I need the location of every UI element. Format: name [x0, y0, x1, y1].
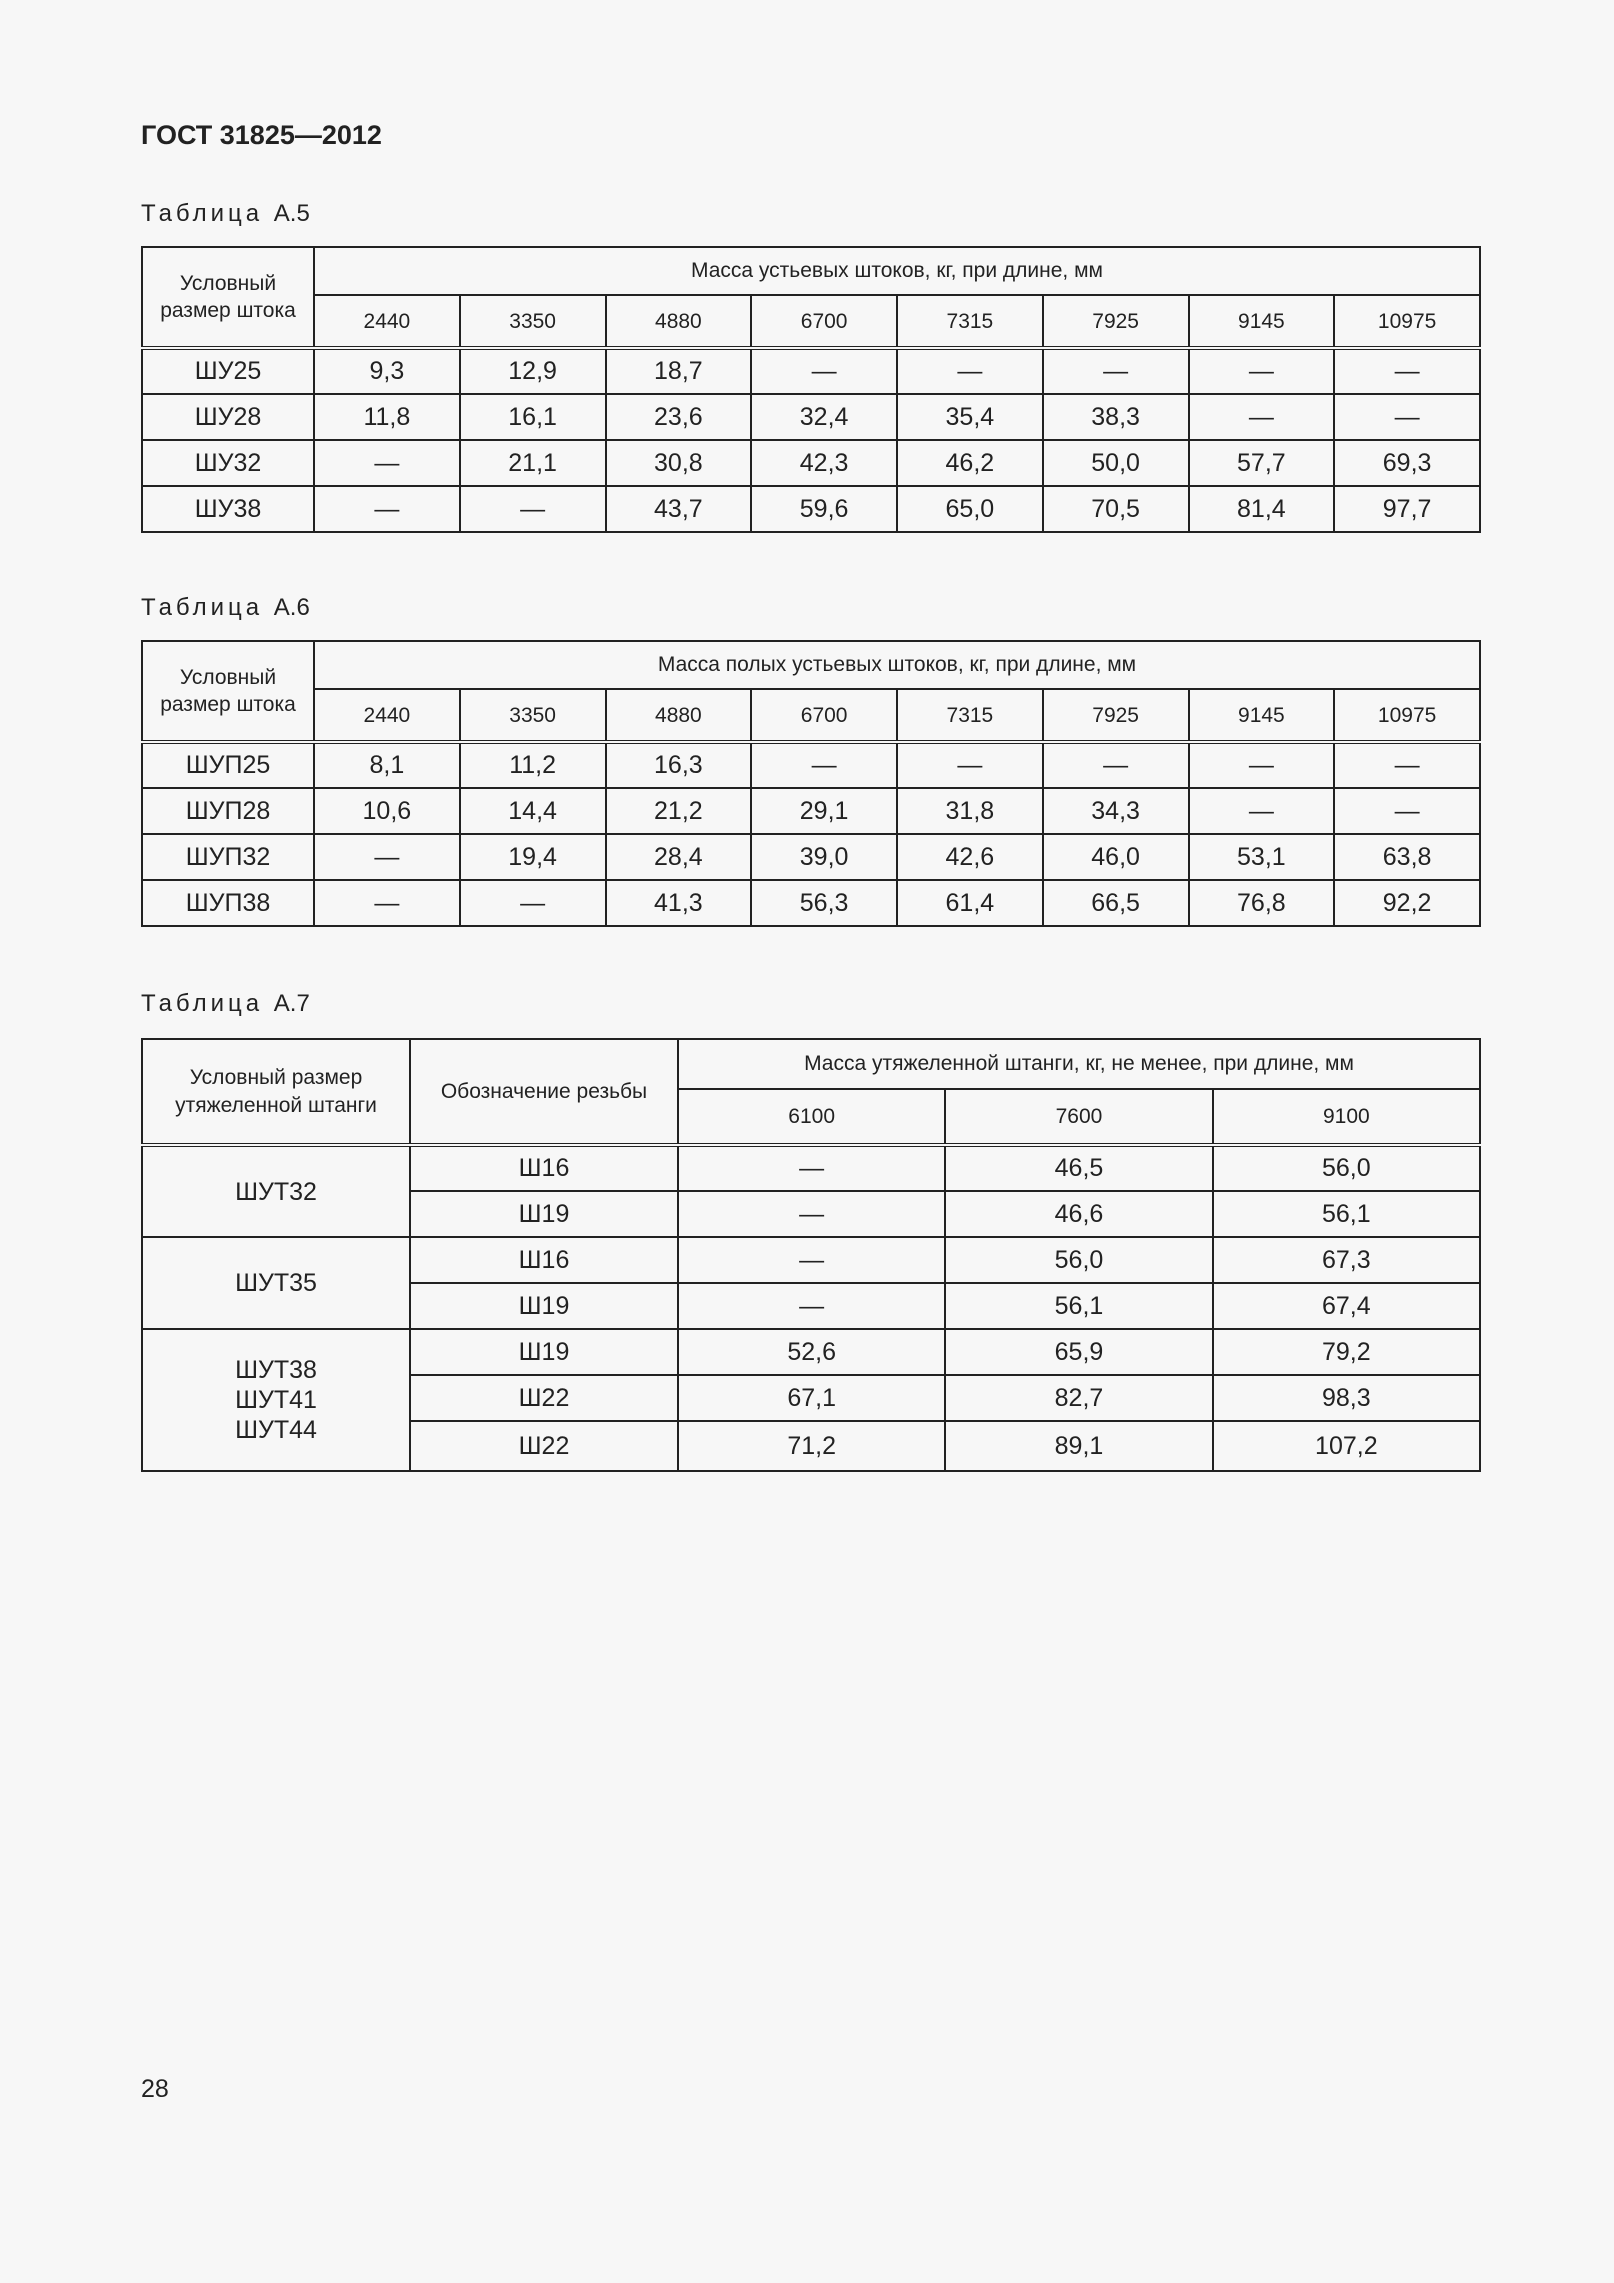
thread-cell: Ш19: [410, 1283, 678, 1329]
length-header: 6700: [751, 295, 897, 348]
length-header: 9145: [1189, 295, 1335, 348]
length-header: 7315: [897, 689, 1043, 742]
table-row: [142, 486, 1480, 532]
value-cell: —: [897, 742, 1043, 788]
value-cell: 92,2: [1334, 880, 1480, 926]
value-cell: 18,7: [606, 348, 752, 394]
size-name-cell: ШУТ35: [142, 1237, 410, 1329]
thread-cell: Ш19: [410, 1329, 678, 1375]
value-cell: 67,1: [678, 1375, 945, 1421]
value-cell: 66,5: [1043, 880, 1189, 926]
value-cell: 31,8: [897, 788, 1043, 834]
value-cell: 98,3: [1213, 1375, 1480, 1421]
value-cell: 11,2: [460, 742, 606, 788]
value-cell: —: [751, 348, 897, 394]
value-cell: 21,2: [606, 788, 752, 834]
value-cell: 79,2: [1213, 1329, 1480, 1375]
value-cell: 34,3: [1043, 788, 1189, 834]
caption-number: А.6: [273, 594, 310, 621]
value-cell: 11,8: [314, 394, 460, 440]
table-row: [142, 394, 1480, 440]
value-cell: 43,7: [606, 486, 752, 532]
value-cell: 82,7: [945, 1375, 1212, 1421]
value-cell: 46,0: [1043, 834, 1189, 880]
size-header: Условный размер утяжеленной штанги: [142, 1039, 410, 1145]
value-cell: —: [678, 1237, 945, 1283]
value-cell: 52,6: [678, 1329, 945, 1375]
value-cell: 70,5: [1043, 486, 1189, 532]
thread-cell: Ш16: [410, 1237, 678, 1283]
value-cell: —: [1189, 742, 1335, 788]
value-cell: 32,4: [751, 394, 897, 440]
value-cell: 81,4: [1189, 486, 1335, 532]
value-cell: 56,3: [751, 880, 897, 926]
length-header: 10975: [1334, 295, 1480, 348]
page-number: 28: [141, 2075, 169, 2103]
value-cell: 39,0: [751, 834, 897, 880]
value-cell: 28,4: [606, 834, 752, 880]
value-cell: 23,6: [606, 394, 752, 440]
length-header: 2440: [314, 689, 460, 742]
length-header: 10975: [1334, 689, 1480, 742]
length-header: 9100: [1213, 1089, 1480, 1145]
value-cell: —: [1334, 788, 1480, 834]
value-cell: —: [314, 834, 460, 880]
length-header: 7925: [1043, 295, 1189, 348]
caption-number: А.7: [273, 990, 310, 1017]
value-cell: 29,1: [751, 788, 897, 834]
caption-number: А.5: [273, 200, 310, 227]
value-cell: —: [1334, 394, 1480, 440]
value-cell: 41,3: [606, 880, 752, 926]
value-cell: —: [1334, 348, 1480, 394]
length-header: 7925: [1043, 689, 1189, 742]
value-cell: 89,1: [945, 1421, 1212, 1471]
row-name-cell: ШУП38: [142, 880, 314, 926]
length-header: 6100: [678, 1089, 945, 1145]
length-header: 4880: [606, 295, 752, 348]
value-cell: 56,1: [945, 1283, 1212, 1329]
value-cell: 69,3: [1334, 440, 1480, 486]
table-a5-caption: [141, 200, 310, 228]
row-name-cell: ШУП25: [142, 742, 314, 788]
value-cell: 97,7: [1334, 486, 1480, 532]
value-cell: 12,9: [460, 348, 606, 394]
caption-word: Таблица: [141, 594, 264, 621]
group-header: Масса полых устьевых штоков, кг, при длине, мм: [314, 641, 1480, 689]
value-cell: 56,1: [1213, 1191, 1480, 1237]
value-cell: 50,0: [1043, 440, 1189, 486]
value-cell: 16,3: [606, 742, 752, 788]
value-cell: —: [314, 440, 460, 486]
value-cell: 46,2: [897, 440, 1043, 486]
value-cell: 8,1: [314, 742, 460, 788]
value-cell: 35,4: [897, 394, 1043, 440]
value-cell: —: [1189, 348, 1335, 394]
thread-cell: Ш22: [410, 1421, 678, 1471]
row-header: Условный размер штока: [142, 641, 314, 742]
row-name-cell: ШУП28: [142, 788, 314, 834]
value-cell: —: [678, 1283, 945, 1329]
value-cell: —: [678, 1145, 945, 1191]
value-cell: —: [1189, 788, 1335, 834]
thread-cell: Ш16: [410, 1145, 678, 1191]
row-name-cell: ШУ25: [142, 348, 314, 394]
value-cell: 107,2: [1213, 1421, 1480, 1471]
table-row: [142, 834, 1480, 880]
value-cell: 21,1: [460, 440, 606, 486]
row-name-cell: ШУ28: [142, 394, 314, 440]
length-header: 4880: [606, 689, 752, 742]
table-row: [142, 742, 1480, 788]
thread-cell: Ш19: [410, 1191, 678, 1237]
length-header: 6700: [751, 689, 897, 742]
value-cell: 38,3: [1043, 394, 1189, 440]
value-cell: 65,9: [945, 1329, 1212, 1375]
table-row: [142, 788, 1480, 834]
size-name-cell: ШУТ32: [142, 1145, 410, 1237]
value-cell: 46,6: [945, 1191, 1212, 1237]
value-cell: 56,0: [945, 1237, 1212, 1283]
table-a6-caption: [141, 594, 310, 622]
table-row: [142, 1329, 1480, 1375]
value-cell: 19,4: [460, 834, 606, 880]
table-a6: [141, 640, 1481, 927]
value-cell: —: [314, 880, 460, 926]
table-a7: [141, 1038, 1481, 1472]
thread-header: Обозначение резьбы: [410, 1039, 678, 1145]
value-cell: 67,4: [1213, 1283, 1480, 1329]
value-cell: —: [678, 1191, 945, 1237]
caption-word: Таблица: [141, 990, 264, 1017]
caption-word: Таблица: [141, 200, 264, 227]
value-cell: 14,4: [460, 788, 606, 834]
value-cell: —: [897, 348, 1043, 394]
length-header: 7600: [945, 1089, 1212, 1145]
value-cell: —: [314, 486, 460, 532]
length-header: 7315: [897, 295, 1043, 348]
row-header: Условный размер штока: [142, 247, 314, 348]
value-cell: 67,3: [1213, 1237, 1480, 1283]
value-cell: —: [460, 486, 606, 532]
value-cell: —: [1334, 742, 1480, 788]
value-cell: —: [460, 880, 606, 926]
length-header: 3350: [460, 689, 606, 742]
document-header: ГОСТ 31825—2012: [141, 120, 382, 150]
table-a5: [141, 246, 1481, 533]
table-row: [142, 1145, 1480, 1191]
value-cell: 57,7: [1189, 440, 1335, 486]
row-name-cell: ШУ38: [142, 486, 314, 532]
value-cell: —: [1043, 742, 1189, 788]
length-header: 2440: [314, 295, 460, 348]
group-header: Масса устьевых штоков, кг, при длине, мм: [314, 247, 1480, 295]
length-header: 3350: [460, 295, 606, 348]
value-cell: 10,6: [314, 788, 460, 834]
group-header: Масса утяжеленной штанги, кг, не менее, при длине, мм: [678, 1039, 1480, 1089]
value-cell: 71,2: [678, 1421, 945, 1471]
length-header: 9145: [1189, 689, 1335, 742]
value-cell: 42,6: [897, 834, 1043, 880]
size-name-cell: ШУТ38 ШУТ41 ШУТ44: [142, 1329, 410, 1471]
value-cell: 42,3: [751, 440, 897, 486]
value-cell: 16,1: [460, 394, 606, 440]
table-row: [142, 440, 1480, 486]
table-row: [142, 880, 1480, 926]
value-cell: 53,1: [1189, 834, 1335, 880]
row-name-cell: ШУП32: [142, 834, 314, 880]
value-cell: 63,8: [1334, 834, 1480, 880]
table-row: [142, 348, 1480, 394]
table-a7-caption: [141, 990, 310, 1018]
value-cell: 61,4: [897, 880, 1043, 926]
value-cell: 56,0: [1213, 1145, 1480, 1191]
value-cell: —: [1043, 348, 1189, 394]
value-cell: —: [1189, 394, 1335, 440]
value-cell: 30,8: [606, 440, 752, 486]
value-cell: —: [751, 742, 897, 788]
value-cell: 65,0: [897, 486, 1043, 532]
value-cell: 46,5: [945, 1145, 1212, 1191]
value-cell: 76,8: [1189, 880, 1335, 926]
thread-cell: Ш22: [410, 1375, 678, 1421]
table-row: [142, 1237, 1480, 1283]
row-name-cell: ШУ32: [142, 440, 314, 486]
value-cell: 59,6: [751, 486, 897, 532]
value-cell: 9,3: [314, 348, 460, 394]
